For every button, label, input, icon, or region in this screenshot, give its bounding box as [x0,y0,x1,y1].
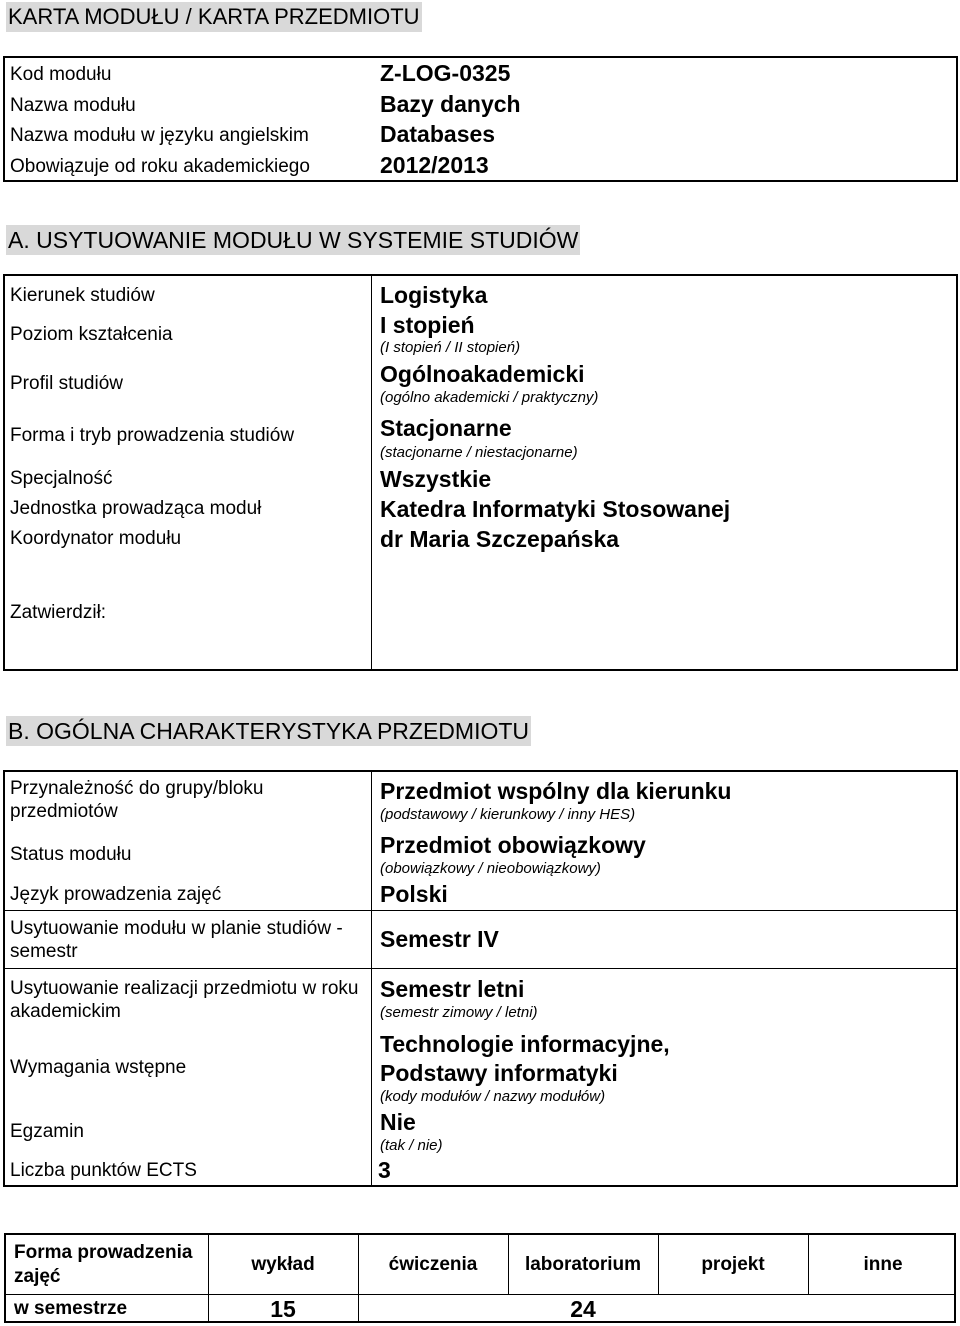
level-label: Poziom kształcenia [10,324,173,345]
profile-value: Ogólnoakademicki [380,361,585,387]
section-b-row-line [4,968,957,969]
hours-row-label: w semestrze [14,1298,128,1319]
hours-value-laboratory: 24 [570,1296,596,1322]
hours-table-col-line [358,1234,359,1322]
hours-col-other: inne [863,1254,903,1275]
exam-note: (tak / nie) [380,1137,443,1154]
spec-value: Wszystkie [380,466,492,492]
mode-label: Forma i tryb prowadzenia studiów [10,425,295,446]
module-name-value: Bazy danych [380,91,521,117]
coordinator-label: Koordynator modułu [10,528,182,549]
prerequisites-label: Wymagania wstępne [10,1057,187,1078]
hours-table-row-line [5,1294,955,1295]
hours-col-lecture: wykład [251,1254,315,1275]
hours-value-lecture: 15 [270,1296,296,1322]
module-name-en-value: Databases [380,121,496,147]
exam-label: Egzamin [10,1121,84,1142]
section-a-title: A. USYTUOWANIE MODUŁU W SYSTEMIE STUDIÓW [8,227,579,253]
prerequisites-value-line1: Technologie informacyjne, [380,1031,670,1057]
status-label: Status modułu [10,844,132,865]
page-title: KARTA MODUŁU / KARTA PRZEDMIOTU [6,2,422,32]
unit-label: Jednostka prowadząca moduł [10,498,262,519]
hours-table-header-label: Forma prowadzenia zajęć [14,1242,193,1287]
language-value: Polski [380,881,448,907]
group-note: (podstawowy / kierunkowy / inny HES) [380,806,636,823]
spec-label: Specjalność [10,468,113,489]
section-b-divider [371,771,372,1186]
exam-value: Nie [380,1109,416,1135]
module-year-value: 2012/2013 [380,152,489,178]
ects-value: 3 [378,1157,391,1183]
ects-label: Liczba punktów ECTS [10,1160,197,1181]
section-b-title: B. OGÓLNA CHARAKTERYSTYKA PRZEDMIOTU [8,718,530,744]
semester-label: Usytuowanie modułu w planie studiów - semestr [10,918,343,962]
mode-note: (stacjonarne / niestacjonarne) [380,444,578,461]
group-value: Przedmiot wspólny dla kierunku [380,778,732,804]
period-value: Semestr letni [380,976,525,1002]
hours-col-laboratory: laboratorium [524,1254,642,1275]
module-name-label: Nazwa modułu [10,95,136,116]
unit-value: Katedra Informatyki Stosowanej [380,496,731,522]
module-code-value: Z-LOG-0325 [380,60,511,86]
level-note: (I stopień / II stopień) [380,339,521,356]
section-a-divider [371,275,372,670]
module-name-en-label: Nazwa modułu w języku angielskim [10,125,309,146]
module-year-label: Obowiązuje od roku akademickiego [10,156,310,177]
profile-note: (ogólno akademicki / praktyczny) [380,389,599,406]
status-value: Przedmiot obowiązkowy [380,832,646,858]
prerequisites-value-line2: Podstawy informatyki [380,1060,618,1086]
level-value: I stopień [380,312,475,338]
hours-col-exercises: ćwiczenia [388,1254,478,1275]
mode-value: Stacjonarne [380,415,512,441]
language-label: Język prowadzenia zajęć [10,884,222,905]
period-note: (semestr zimowy / letni) [380,1004,538,1021]
status-note: (obowiązkowy / nieobowiązkowy) [380,860,601,877]
semester-value: Semestr IV [380,926,499,952]
hours-col-project: projekt [701,1254,765,1275]
group-label: Przynależność do grupy/bloku przedmiotów [10,778,264,822]
field-value: Logistyka [380,282,488,308]
prerequisites-note: (kody modułów / nazwy modułów) [380,1088,606,1105]
approved-label: Zatwierdził: [10,602,107,623]
section-b-row-line [4,910,957,911]
coordinator-value: dr Maria Szczepańska [380,526,620,552]
field-label: Kierunek studiów [10,285,155,306]
period-label: Usytuowanie realizacji przedmiotu w roku akademickim [10,978,359,1022]
profile-label: Profil studiów [10,373,123,394]
module-code-label: Kod modułu [10,64,112,85]
